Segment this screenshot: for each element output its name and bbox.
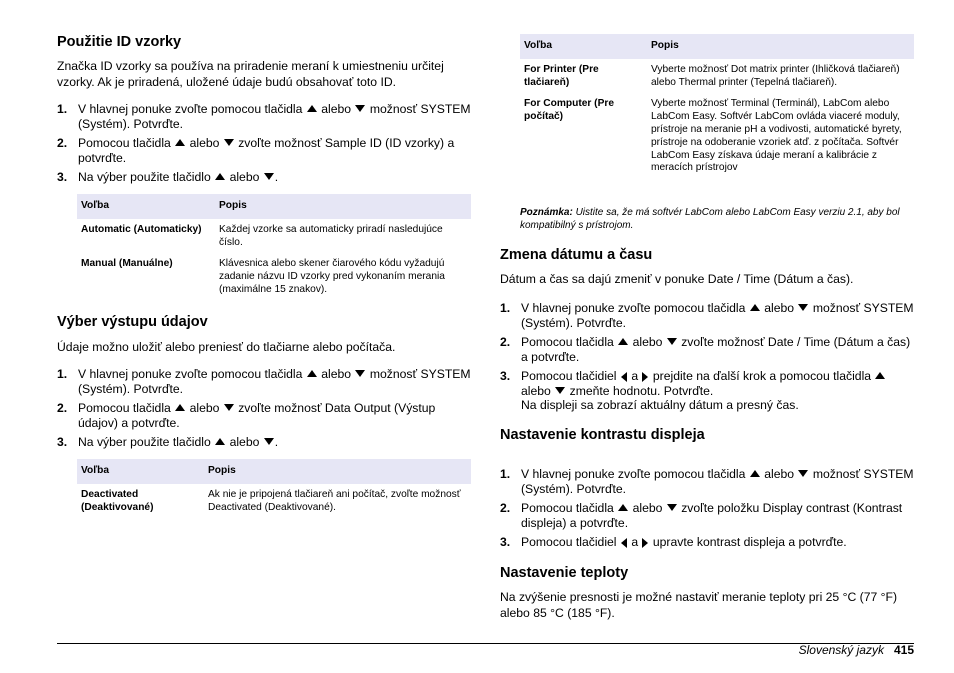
list-item: 3. Na výber použite tlačidlo alebo . bbox=[57, 170, 279, 184]
up-arrow-icon bbox=[307, 370, 317, 377]
up-arrow-icon bbox=[750, 304, 760, 311]
note bbox=[520, 206, 914, 232]
page-number: 415 bbox=[893, 643, 914, 657]
up-arrow-icon bbox=[215, 438, 225, 445]
list-item: 2. Pomocou tlačidla alebo zvoľte možnosť Data Output (Výstup údajov) a potvrďte. bbox=[57, 401, 436, 430]
section-heading-datetime: Zmena dátumu a času bbox=[500, 247, 653, 263]
right-arrow-icon bbox=[642, 538, 648, 548]
up-arrow-icon bbox=[750, 470, 760, 477]
data-output-intro: Údaje možno uložiť alebo preniesť do tlačiarne alebo počítača. bbox=[57, 340, 396, 354]
table-row: For Printer (Pre tlačiareň) Vyberte možnosť Dot matrix printer (Ihličková tlačiareň) alebo Thermal printer (Tepelná tlačiareň). bbox=[524, 63, 900, 88]
datetime-intro: Dátum a čas sa dajú zmeniť v ponuke Date / Time (Dátum a čas). bbox=[500, 272, 854, 286]
sample-id-intro: Značka ID vzorky sa používa na priradenie meraní k umiestneniu určitej vzorky. Ak je priradená, uložené údaje budú obsahovať toto ID. bbox=[57, 59, 444, 89]
section-heading-contrast: Nastavenie kontrastu displeja bbox=[500, 427, 705, 443]
down-arrow-icon bbox=[224, 139, 234, 146]
down-arrow-icon bbox=[667, 504, 677, 511]
table-row: Automatic (Automaticky) Každej vzorke sa automaticky priradí nasledujúce číslo. bbox=[81, 223, 443, 248]
down-arrow-icon bbox=[264, 438, 274, 445]
table-header-row: Voľba Popis bbox=[77, 459, 471, 484]
down-arrow-icon bbox=[667, 338, 677, 345]
left-arrow-icon bbox=[621, 538, 627, 548]
down-arrow-icon bbox=[224, 404, 234, 411]
down-arrow-icon bbox=[355, 105, 365, 112]
note-label: Poznámka: bbox=[520, 207, 573, 218]
page-footer bbox=[799, 643, 914, 657]
list-item: 2. Pomocou tlačidla alebo zvoľte možnosť Sample ID (ID vzorky) a potvrďte. bbox=[57, 136, 455, 165]
contrast-steps bbox=[500, 467, 914, 555]
up-arrow-icon bbox=[618, 504, 628, 511]
footer-language: Slovenský jazyk bbox=[798, 643, 884, 657]
list-item: 3. Pomocou tlačidiel a prejdite na ďalší krok a pomocou tlačidla alebo zmeňte hodnotu. Potvrďte. Na displeji sa zobrazí aktuálny dátum a presný čas. bbox=[500, 369, 914, 413]
down-arrow-icon bbox=[798, 470, 808, 477]
list-item: 3. Pomocou tlačidiel a upravte kontrast displeja a potvrďte. bbox=[500, 535, 847, 549]
down-arrow-icon bbox=[264, 173, 274, 180]
up-arrow-icon bbox=[175, 139, 185, 146]
data-output-steps bbox=[57, 367, 471, 455]
list-item: 1. V hlavnej ponuke zvoľte pomocou tlačidla alebo možnosť SYSTEM (Systém). Potvrďte. bbox=[500, 301, 914, 330]
table-header-row: Voľba Popis bbox=[520, 34, 914, 59]
table-header-row: Voľba Popis bbox=[77, 194, 471, 219]
sample-id-steps bbox=[57, 102, 471, 190]
up-arrow-icon bbox=[175, 404, 185, 411]
right-arrow-icon bbox=[642, 372, 648, 382]
datetime-steps bbox=[500, 301, 914, 418]
down-arrow-icon bbox=[355, 370, 365, 377]
section-heading-temperature: Nastavenie teploty bbox=[500, 565, 629, 581]
note-text: Uistite sa, že má softvér LabCom alebo LabCom Easy verziu 2.1, aby bol kompatibilný s prístrojom. bbox=[520, 207, 900, 231]
temperature-intro: Na zvýšenie presnosti je možné nastaviť meranie teploty pri 25 °C (77 °F) alebo 85 °C (185 °F). bbox=[500, 590, 898, 620]
up-arrow-icon bbox=[307, 105, 317, 112]
down-arrow-icon bbox=[798, 304, 808, 311]
section-heading-data-output: Výber výstupu údajov bbox=[57, 314, 208, 330]
sample-id-options-table bbox=[77, 194, 471, 301]
list-item: 1. V hlavnej ponuke zvoľte pomocou tlačidla alebo možnosť SYSTEM (Systém). Potvrďte. bbox=[500, 467, 914, 496]
list-item: 2. Pomocou tlačidla alebo zvoľte možnosť Date / Time (Dátum a čas) a potvrďte. bbox=[500, 335, 911, 364]
left-arrow-icon bbox=[621, 372, 627, 382]
list-item: 1. V hlavnej ponuke zvoľte pomocou tlačidla alebo možnosť SYSTEM (Systém). Potvrďte. bbox=[57, 102, 471, 131]
up-arrow-icon bbox=[215, 173, 225, 180]
list-item: 1. V hlavnej ponuke zvoľte pomocou tlačidla alebo možnosť SYSTEM (Systém). Potvrďte. bbox=[57, 367, 471, 396]
table-row: For Computer (Pre počítač) Vyberte možnosť Terminal (Terminál), LabCom alebo LabCom Easy. Softvér LabCom ovláda viaceré moduly, prístroje na meranie pH a vodivosti, automatické byrety, prístroje na odoberanie vzoriek atď. z počítača. Softvér LabCom Easy získava údaje meraní a kalibrácie z meracích prístrojov bbox=[524, 98, 902, 174]
up-arrow-icon bbox=[618, 338, 628, 345]
down-arrow-icon bbox=[555, 387, 565, 394]
output-target-table bbox=[520, 34, 914, 179]
list-item: 2. Pomocou tlačidla alebo zvoľte položku Display contrast (Kontrast displeja) a potvrďte. bbox=[500, 501, 903, 530]
table-row: Manual (Manuálne) Klávesnica alebo skener čiarového kódu vyžadujú zadanie názvu ID vzorky pred vykonaním merania (maximálne 15 znakov). bbox=[81, 258, 445, 295]
section-heading-sample-id: Použitie ID vzorky bbox=[57, 34, 182, 50]
up-arrow-icon bbox=[875, 372, 885, 379]
table-row: Deactivated (Deaktivované) Ak nie je pripojená tlačiareň ani počítač, zvoľte možnosť Deactivated (Deaktivované). bbox=[81, 488, 461, 513]
footer-divider bbox=[57, 643, 914, 644]
data-output-options-table bbox=[77, 459, 471, 518]
list-item: 3. Na výber použite tlačidlo alebo . bbox=[57, 435, 279, 449]
